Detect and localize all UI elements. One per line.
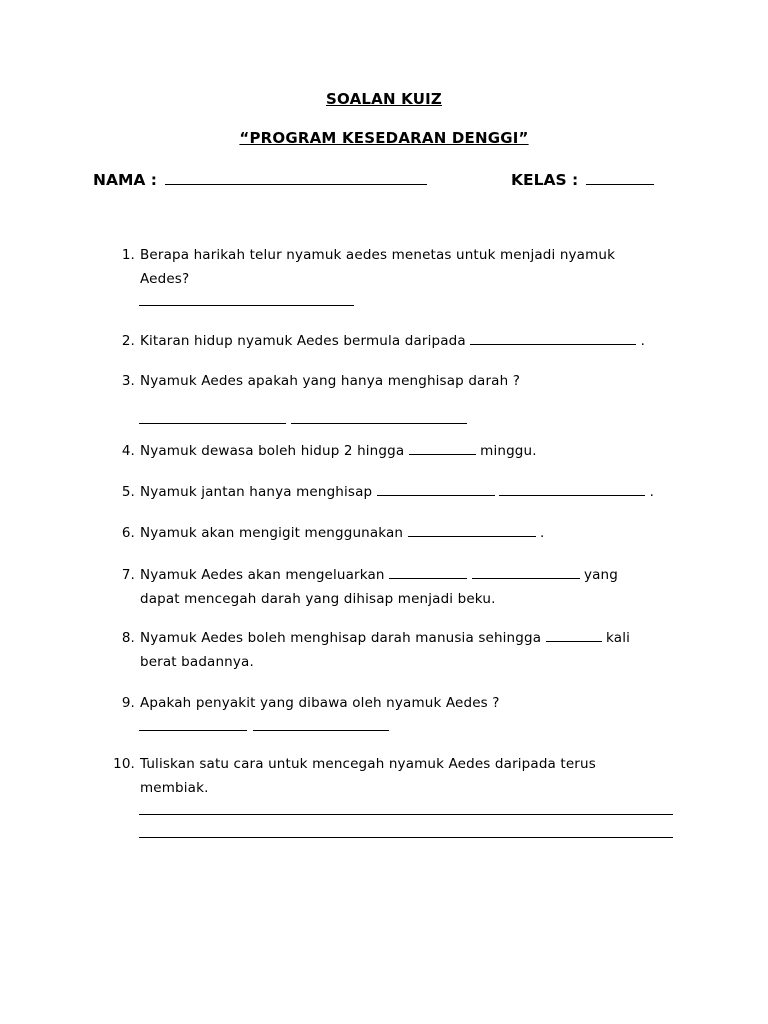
name-field[interactable] (93, 170, 427, 189)
answer-line[interactable] (253, 730, 389, 731)
question-text: Nyamuk dewasa boleh hidup 2 hingga (140, 443, 405, 459)
class-blank[interactable] (586, 170, 654, 185)
answer-line[interactable] (291, 423, 467, 424)
question-number: 8. (121, 630, 135, 646)
answer-blank[interactable] (470, 330, 636, 345)
question-end-mark: . (649, 484, 655, 500)
question-number: 7. (121, 567, 135, 583)
answer-line[interactable] (139, 423, 286, 424)
question-number: 3. (121, 373, 135, 389)
answer-blank[interactable] (409, 440, 476, 455)
question-number: 9. (121, 695, 135, 711)
question-text: Nyamuk Aedes akan mengeluarkan (140, 567, 385, 583)
class-label: KELAS : (511, 171, 579, 189)
class-field[interactable] (511, 170, 654, 189)
question-text: Kitaran hidup nyamuk Aedes bermula daripada (140, 333, 466, 349)
question-number: 2. (121, 333, 135, 349)
answer-blank[interactable] (499, 481, 645, 496)
question-text: Apakah penyakit yang dibawa oleh nyamuk Aedes ? (140, 695, 500, 711)
question-text: Berapa harikah telur nyamuk aedes menetas untuk menjadi nyamuk (140, 247, 616, 263)
question-text: Nyamuk akan mengigit menggunakan (140, 525, 404, 541)
answer-line[interactable] (139, 837, 673, 838)
name-blank[interactable] (165, 170, 427, 185)
question-number: 10. (113, 756, 135, 772)
question-text-continued: Aedes? (140, 271, 190, 287)
question-number: 6. (121, 525, 135, 541)
question-number: 5. (121, 484, 135, 500)
question-text-after: yang (583, 567, 618, 583)
answer-line[interactable] (139, 305, 354, 306)
question-text: Nyamuk Aedes apakah yang hanya menghisap darah ? (140, 373, 521, 389)
question-text-after: kali (606, 630, 631, 646)
answer-line[interactable] (139, 730, 247, 731)
name-label: NAMA : (93, 171, 157, 189)
answer-blank[interactable] (377, 481, 495, 496)
answer-blank[interactable] (389, 564, 467, 579)
question-number: 1. (121, 247, 135, 263)
question-end-mark: . (540, 525, 545, 541)
question-text-continued: berat badannya. (140, 654, 254, 670)
worksheet-subtitle: “PROGRAM KESEDARAN DENGGI” (239, 129, 529, 147)
question-text: Nyamuk Aedes boleh menghisap darah manusia sehingga (140, 630, 542, 646)
question-text-continued: membiak. (140, 780, 209, 796)
question-text: Nyamuk jantan hanya menghisap (140, 484, 373, 500)
answer-blank[interactable] (546, 627, 602, 642)
question-text-after: minggu. (480, 443, 537, 459)
question-end-mark: . (640, 333, 646, 349)
question-number: 4. (121, 443, 135, 459)
answer-blank[interactable] (472, 564, 580, 579)
question-text: Tuliskan satu cara untuk mencegah nyamuk Aedes daripada terus (140, 756, 596, 772)
question-text-continued: dapat mencegah darah yang dihisap menjadi beku. (140, 591, 496, 607)
worksheet-title: SOALAN KUIZ (326, 90, 442, 108)
answer-blank[interactable] (408, 522, 536, 537)
answer-line[interactable] (139, 814, 673, 815)
